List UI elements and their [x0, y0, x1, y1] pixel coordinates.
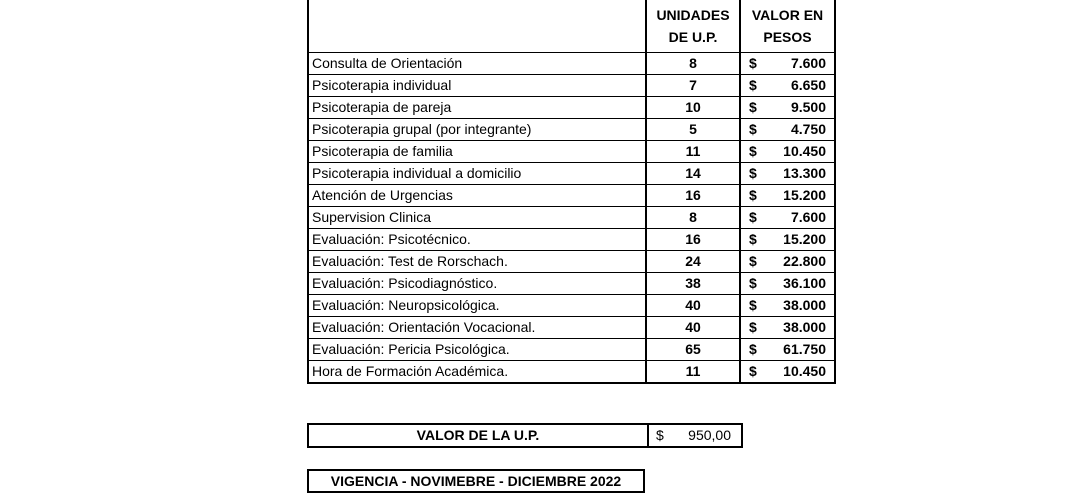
- currency-symbol: $: [749, 187, 757, 203]
- header-units: [646, 0, 740, 53]
- service-description: Evaluación: Pericia Psicológica.: [308, 339, 646, 361]
- currency-symbol: $: [749, 253, 757, 269]
- table-header-row: [308, 0, 835, 53]
- service-description: Psicoterapia grupal (por integrante): [308, 119, 646, 141]
- table-row: [308, 295, 835, 317]
- value-amount: 38.000: [783, 297, 826, 313]
- value-amount: 22.800: [783, 253, 826, 269]
- table-row: [308, 339, 835, 361]
- value-amount: 7.600: [790, 209, 826, 225]
- value-amount: 15.200: [783, 231, 826, 247]
- service-value: [740, 97, 835, 119]
- service-value: [740, 207, 835, 229]
- currency-symbol: $: [749, 99, 757, 115]
- service-value: [740, 273, 835, 295]
- value-amount: 38.000: [783, 319, 826, 335]
- vigencia-box: VIGENCIA - NOVIMEBRE - DICIEMBRE 2022: [307, 469, 645, 493]
- header-value-line1: VALOR EN: [751, 7, 824, 23]
- service-value: [740, 185, 835, 207]
- header-units-line2: DE U.P.: [668, 29, 718, 45]
- service-description: Evaluación: Neuropsicológica.: [308, 295, 646, 317]
- service-value: [740, 339, 835, 361]
- header-value: [740, 0, 835, 53]
- service-units: 8: [646, 53, 740, 75]
- currency-symbol: $: [749, 77, 757, 93]
- currency-symbol: $: [749, 209, 757, 225]
- service-value: [740, 53, 835, 75]
- service-description: Supervision Clinica: [308, 207, 646, 229]
- service-value: [740, 141, 835, 163]
- service-value: [740, 361, 835, 384]
- service-units: 16: [646, 185, 740, 207]
- service-description: Evaluación: Orientación Vocacional.: [308, 317, 646, 339]
- service-units: 7: [646, 75, 740, 97]
- value-amount: 4.750: [790, 121, 826, 137]
- header-units-line1: UNIDADES: [656, 7, 730, 23]
- value-amount: 36.100: [783, 275, 826, 291]
- value-amount: 61.750: [783, 341, 826, 357]
- currency-symbol: $: [749, 363, 757, 379]
- currency-symbol: $: [749, 341, 757, 357]
- service-units: 10: [646, 97, 740, 119]
- up-value-row: [308, 424, 742, 447]
- currency-symbol: $: [749, 165, 757, 181]
- currency-symbol: $: [749, 231, 757, 247]
- service-units: 38: [646, 273, 740, 295]
- service-description: Evaluación: Test de Rorschach.: [308, 251, 646, 273]
- service-description: Psicoterapia individual a domicilio: [308, 163, 646, 185]
- table-row: [308, 53, 835, 75]
- table-row: [308, 119, 835, 141]
- value-amount: 7.600: [790, 55, 826, 71]
- up-amount: 950,00: [688, 427, 731, 443]
- table-row: [308, 141, 835, 163]
- service-description: Atención de Urgencias: [308, 185, 646, 207]
- table-row: [308, 361, 835, 384]
- table-row: [308, 75, 835, 97]
- table-row: [308, 185, 835, 207]
- currency-symbol: $: [749, 55, 757, 71]
- value-amount: 9.500: [790, 99, 826, 115]
- currency-symbol: $: [749, 275, 757, 291]
- value-amount: 15.200: [783, 187, 826, 203]
- service-description: Psicoterapia de familia: [308, 141, 646, 163]
- service-units: 65: [646, 339, 740, 361]
- currency-symbol: $: [749, 319, 757, 335]
- table-row: [308, 97, 835, 119]
- service-units: 11: [646, 141, 740, 163]
- table-row: [308, 273, 835, 295]
- value-amount: 10.450: [783, 363, 826, 379]
- value-amount: 10.450: [783, 143, 826, 159]
- service-units: 14: [646, 163, 740, 185]
- service-units: 40: [646, 317, 740, 339]
- service-description: Evaluación: Psicodiagnóstico.: [308, 273, 646, 295]
- up-currency-symbol: $: [656, 427, 664, 443]
- service-value: [740, 163, 835, 185]
- up-value-table: [307, 423, 743, 448]
- service-units: 5: [646, 119, 740, 141]
- value-amount: 6.650: [790, 77, 826, 93]
- service-description: Consulta de Orientación: [308, 53, 646, 75]
- table-row: [308, 317, 835, 339]
- service-value: [740, 317, 835, 339]
- service-description: Psicoterapia de pareja: [308, 97, 646, 119]
- service-units: 24: [646, 251, 740, 273]
- table-row: [308, 229, 835, 251]
- currency-symbol: $: [749, 297, 757, 313]
- currency-symbol: $: [749, 121, 757, 137]
- service-value: [740, 251, 835, 273]
- service-value: [740, 295, 835, 317]
- service-value: [740, 229, 835, 251]
- service-units: 16: [646, 229, 740, 251]
- service-units: 40: [646, 295, 740, 317]
- value-amount: 13.300: [783, 165, 826, 181]
- up-label: VALOR DE LA U.P.: [308, 424, 648, 447]
- table-row: [308, 207, 835, 229]
- service-description: Evaluación: Psicotécnico.: [308, 229, 646, 251]
- currency-symbol: $: [749, 143, 757, 159]
- service-description: Psicoterapia individual: [308, 75, 646, 97]
- service-description: Hora de Formación Académica.: [308, 361, 646, 384]
- up-value-cell: [648, 424, 742, 447]
- fee-table: [307, 0, 836, 384]
- service-value: [740, 119, 835, 141]
- header-blank-cell: [308, 0, 646, 53]
- header-value-line2: PESOS: [763, 29, 812, 45]
- service-value: [740, 75, 835, 97]
- table-row: [308, 251, 835, 273]
- table-row: [308, 163, 835, 185]
- service-units: 11: [646, 361, 740, 384]
- service-units: 8: [646, 207, 740, 229]
